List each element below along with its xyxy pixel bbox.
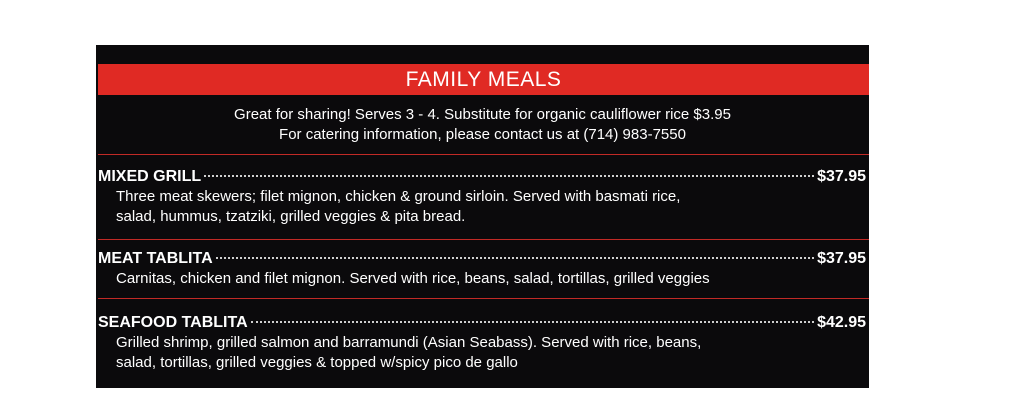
section-intro — [96, 105, 869, 145]
family-meals-panel — [96, 45, 869, 388]
divider — [98, 154, 869, 155]
dot-leader — [216, 257, 814, 259]
menu-item-header — [98, 313, 866, 333]
dot-leader — [204, 175, 814, 177]
menu-item-meat-tablita — [98, 249, 866, 289]
dot-leader — [251, 321, 814, 323]
menu-item-price: $42.95 — [817, 314, 866, 331]
menu-item-description: salad, hummus, tzatziki, grilled veggies & pita bread. — [116, 208, 466, 225]
menu-item-description: Three meat skewers; filet mignon, chicken & ground sirloin. Served with basmati rice, — [116, 188, 681, 205]
intro-line: Great for sharing! Serves 3 - 4. Substitute for organic cauliflower rice $3.95 — [234, 106, 731, 123]
menu-item-seafood-tablita — [98, 313, 866, 373]
menu-item-description: Carnitas, chicken and filet mignon. Served with rice, beans, salad, tortillas, grilled veggies — [116, 270, 710, 287]
menu-item-name: SEAFOOD TABLITA — [98, 314, 248, 331]
section-title: FAMILY MEALS — [98, 64, 869, 95]
menu-item-description: Grilled shrimp, grilled salmon and barramundi (Asian Seabass). Served with rice, beans, — [116, 334, 702, 351]
menu-item-price: $37.95 — [817, 168, 866, 185]
menu-item-mixed-grill — [98, 167, 866, 227]
intro-line: For catering information, please contact us at (714) 983-7550 — [279, 126, 686, 143]
menu-item-price: $37.95 — [817, 250, 866, 267]
menu-item-header — [98, 249, 866, 269]
menu-item-description: salad, tortillas, grilled veggies & topped w/spicy pico de gallo — [116, 354, 518, 371]
menu-item-header — [98, 167, 866, 187]
menu-item-name: MEAT TABLITA — [98, 250, 213, 267]
menu-item-name: MIXED GRILL — [98, 168, 202, 185]
divider — [98, 298, 869, 299]
divider — [98, 239, 869, 240]
